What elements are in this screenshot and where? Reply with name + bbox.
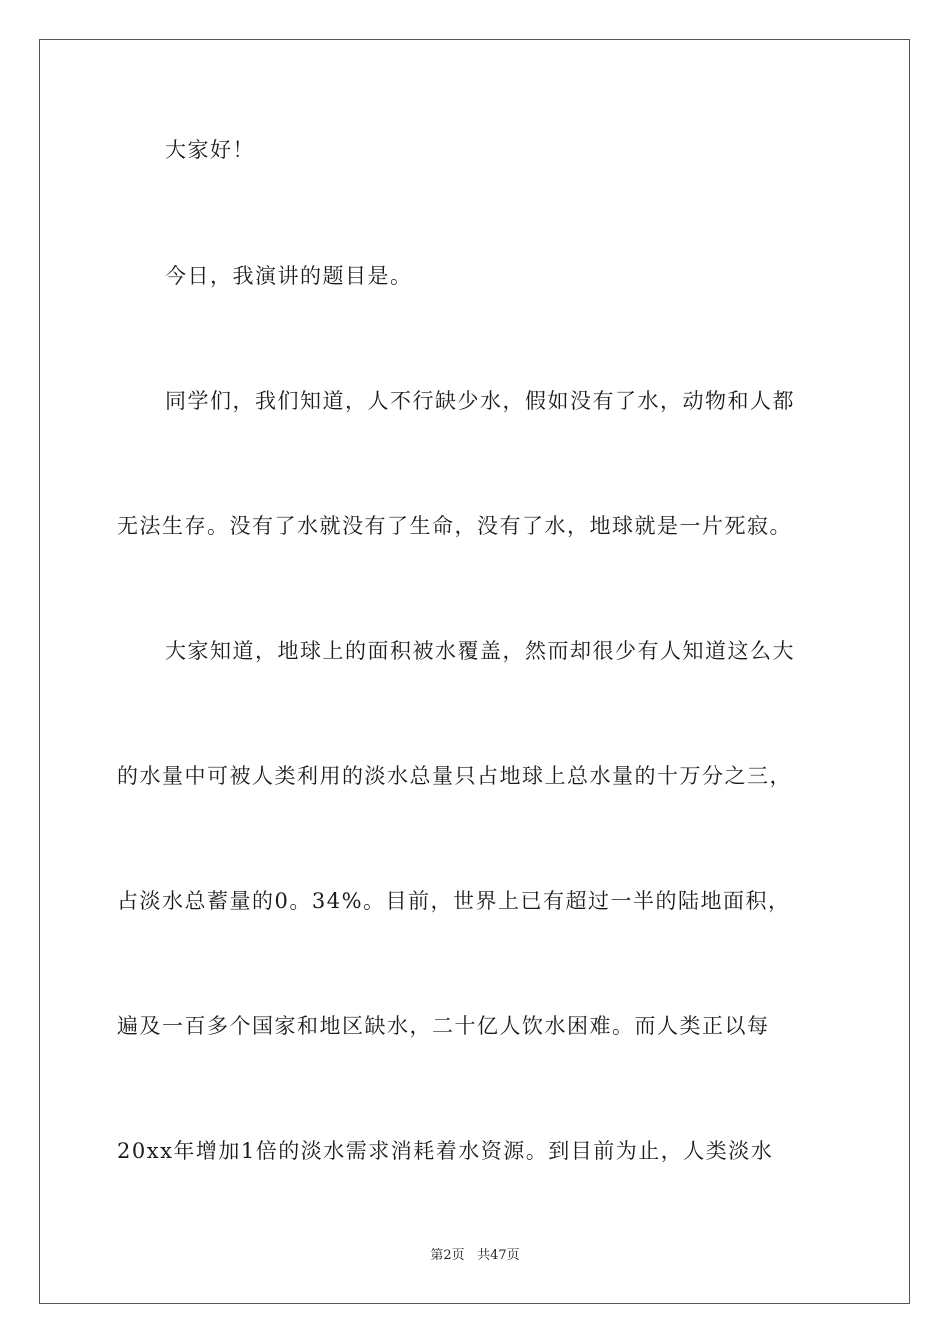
paragraph-line: 大家知道，地球上的面积被水覆盖，然而却很少有人知道这么大 xyxy=(165,639,795,663)
page-footer xyxy=(0,1247,950,1265)
paragraph-line: 占淡水总蓄量的0。34%。目前，世界上已有超过一半的陆地面积， xyxy=(117,889,791,913)
paragraph-line: 遍及一百多个国家和地区缺水，二十亿人饮水困难。而人类正以每 xyxy=(117,1014,770,1038)
paragraph-line: 的水量中可被人类利用的淡水总量只占地球上总水量的十万分之三， xyxy=(117,764,792,788)
page-total: 共47页 xyxy=(477,1248,520,1263)
paragraph-line: 无法生存。没有了水就没有了生命，没有了水，地球就是一片死寂。 xyxy=(117,514,792,538)
greeting-line: 大家好！ xyxy=(165,138,255,162)
topic-line: 今日，我演讲的题目是。 xyxy=(165,264,413,288)
page-frame xyxy=(39,39,910,1304)
paragraph-line: 20xx年增加1倍的淡水需求消耗着水资源。到目前为止，人类淡水 xyxy=(117,1139,774,1163)
page-number: 第2页 xyxy=(430,1248,465,1263)
paragraph-line: 同学们，我们知道，人不行缺少水，假如没有了水，动物和人都 xyxy=(165,389,795,413)
